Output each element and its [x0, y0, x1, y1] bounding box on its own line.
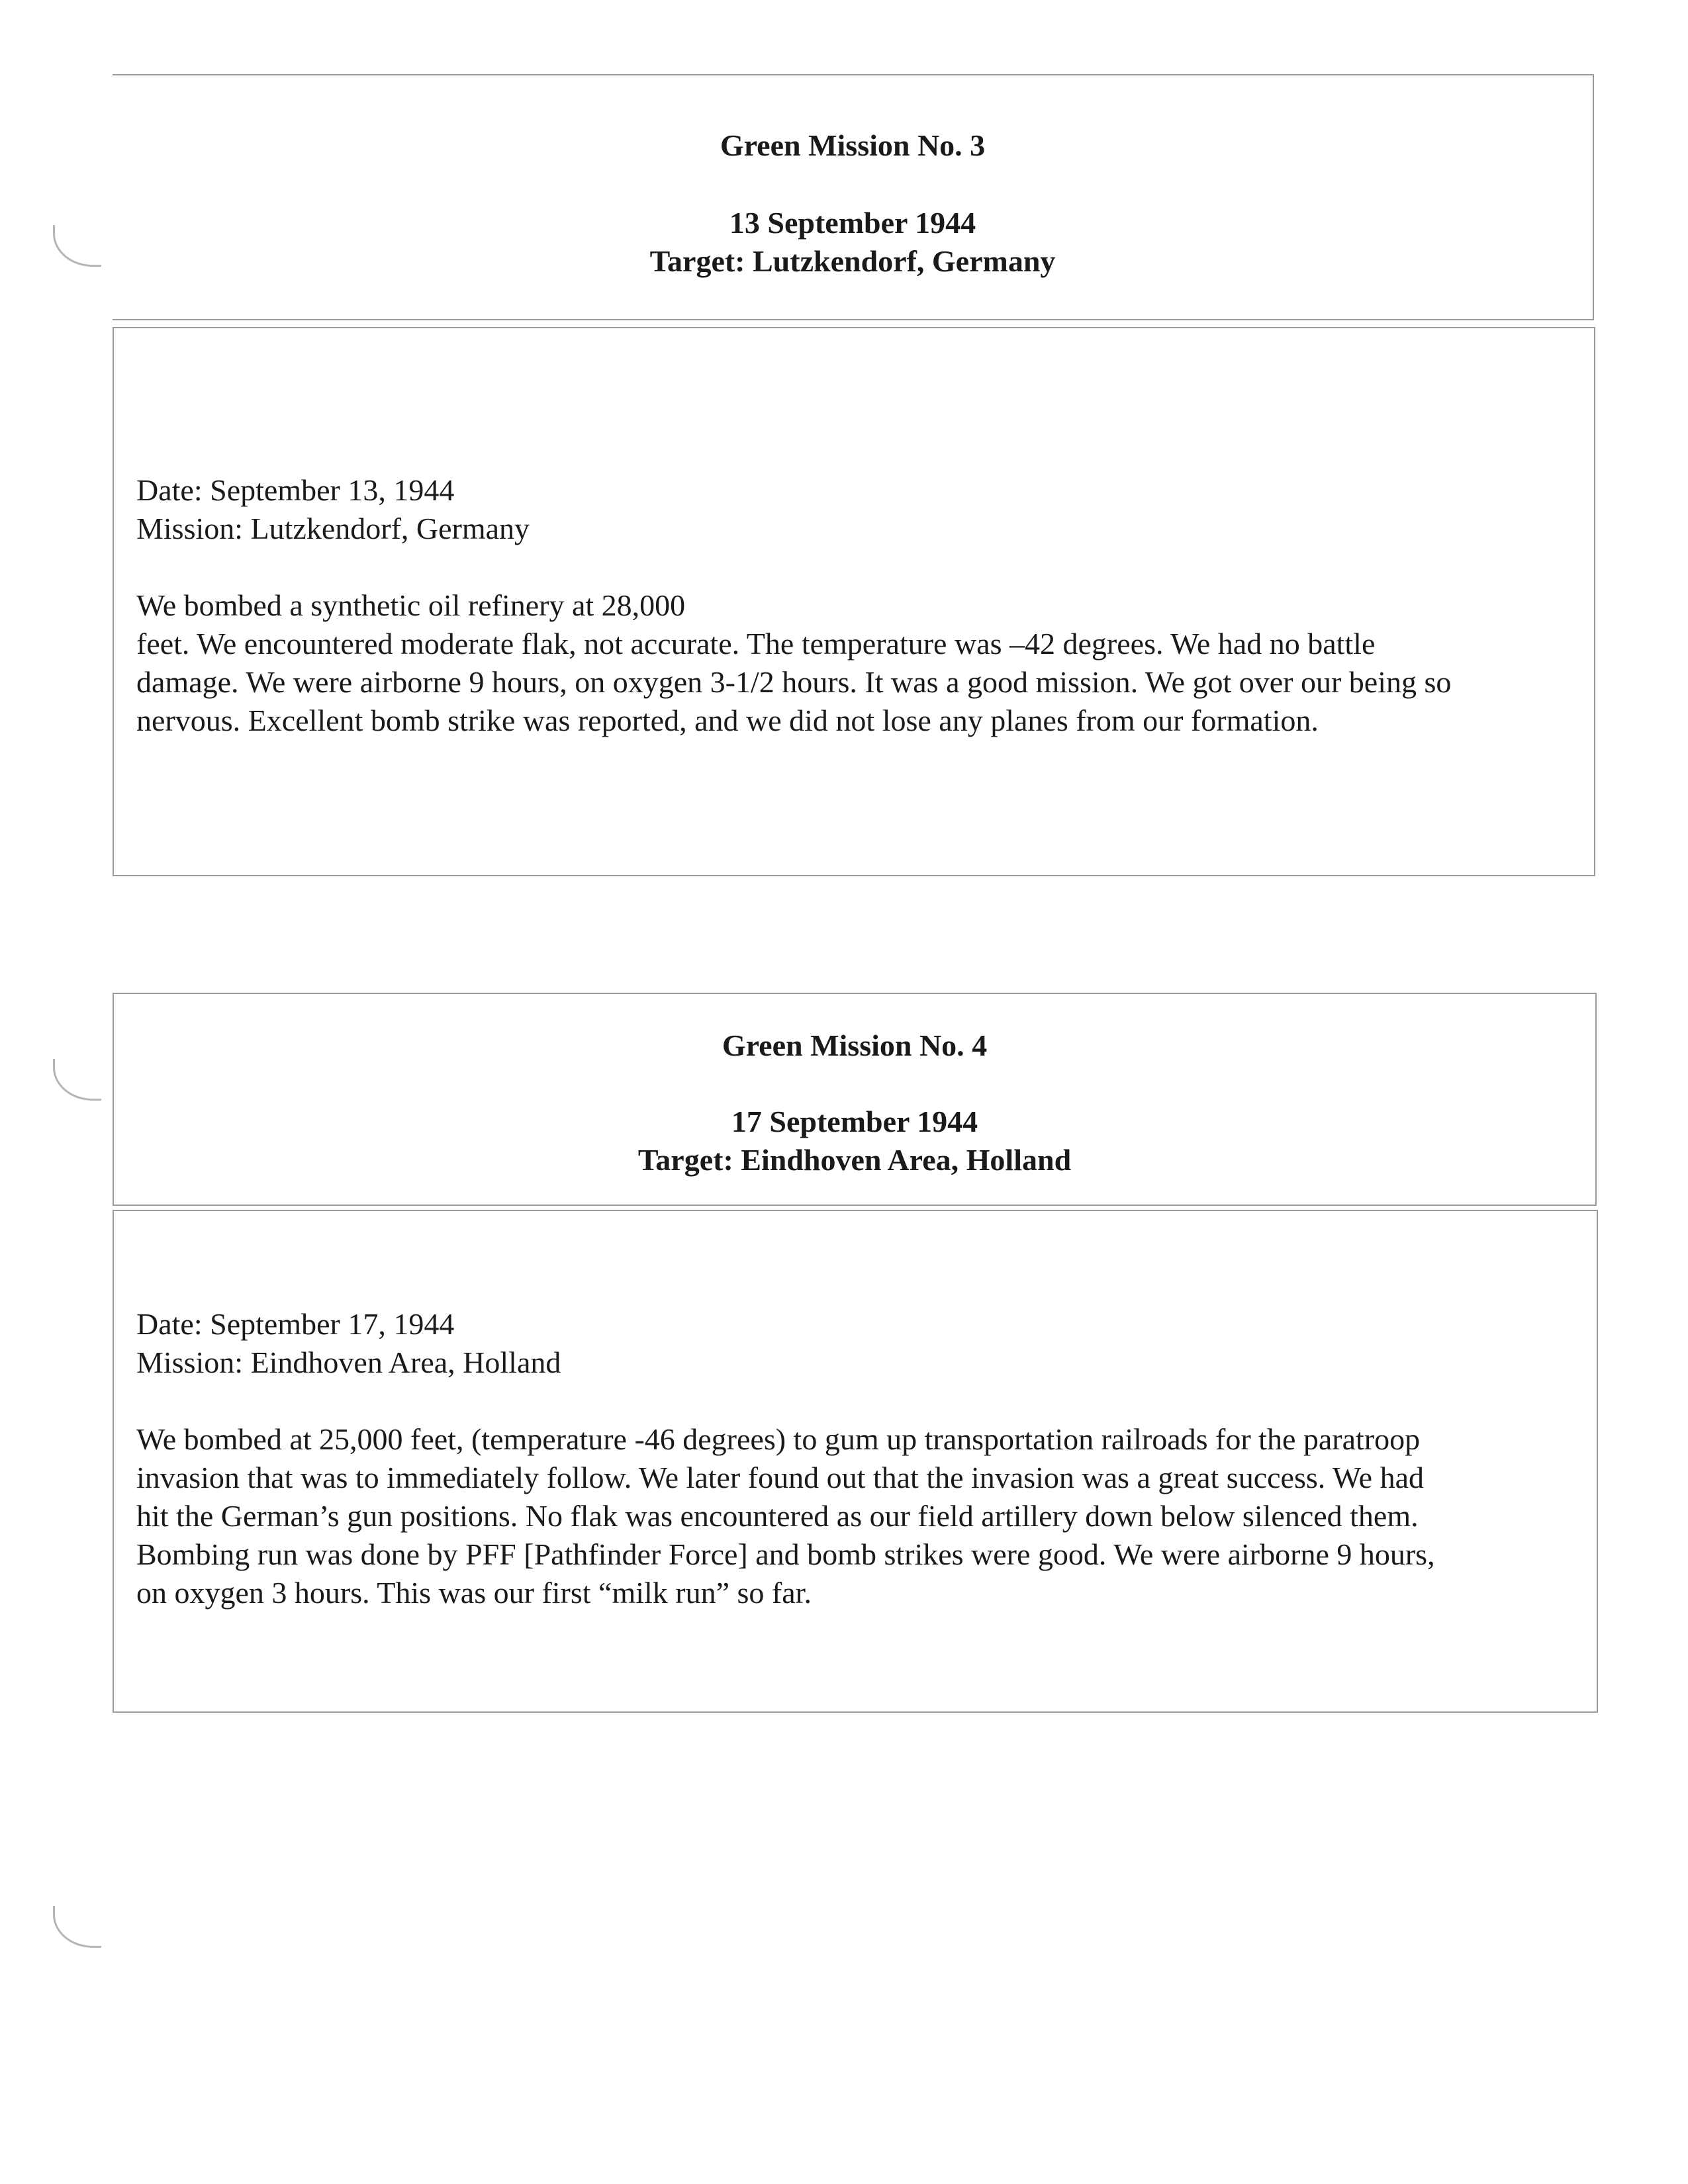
mission-3-narrative-line-4: nervous. Excellent bomb strike was reported, and we did not lose any planes from our formation.: [136, 704, 1319, 737]
mission-4-narrative-line-2: invasion that was to immediately follow. We later found out that the invasion was a great success. We had: [136, 1461, 1424, 1494]
binder-hole-bottom: [53, 1906, 101, 1948]
mission-4-narrative-line-4: Bombing run was done by PFF [Pathfinder Force] and bomb strikes were good. We were airborne 9 hours,: [136, 1537, 1435, 1571]
mission-3-target-heading: Target: Lutzkendorf, Germany: [649, 244, 1056, 278]
binder-hole-middle: [53, 1059, 101, 1101]
mission-3-narrative-line-2: feet. We encountered moderate flak, not accurate. The temperature was –42 degrees. We had no battle: [136, 627, 1376, 660]
mission-4-body: [113, 1210, 1598, 1713]
mission-3-mission-line: Mission: Lutzkendorf, Germany: [136, 512, 530, 545]
mission-4-narrative-line-5: on oxygen 3 hours. This was our first “milk run” so far.: [136, 1576, 812, 1610]
mission-3-header: [113, 74, 1594, 320]
binder-hole-top: [53, 225, 101, 267]
mission-3-narrative-line-1: We bombed a synthetic oil refinery at 28,000: [136, 588, 686, 622]
mission-3-title: Green Mission No. 3: [720, 128, 986, 162]
mission-4-date-heading: 17 September 1944: [731, 1105, 978, 1138]
mission-4-narrative-line-3: hit the German’s gun positions. No flak was encountered as our field artillery down below silenced them.: [136, 1499, 1419, 1533]
mission-3-date-line: Date: September 13, 1944: [136, 473, 455, 507]
mission-4-target-heading: Target: Eindhoven Area, Holland: [637, 1143, 1072, 1177]
mission-4-narrative-line-1: We bombed at 25,000 feet, (temperature -46 degrees) to gum up transportation railroads for the paratroop: [136, 1422, 1421, 1456]
mission-3-date-heading: 13 September 1944: [729, 206, 976, 240]
mission-4-title: Green Mission No. 4: [722, 1028, 988, 1062]
mission-3-body: [113, 327, 1595, 876]
mission-4-mission-line: Mission: Eindhoven Area, Holland: [136, 1345, 561, 1379]
mission-4-header: [113, 993, 1597, 1206]
mission-3-narrative-line-3: damage. We were airborne 9 hours, on oxygen 3-1/2 hours. It was a good mission. We got over our being so: [136, 665, 1452, 699]
mission-4-date-line: Date: September 17, 1944: [136, 1307, 455, 1341]
